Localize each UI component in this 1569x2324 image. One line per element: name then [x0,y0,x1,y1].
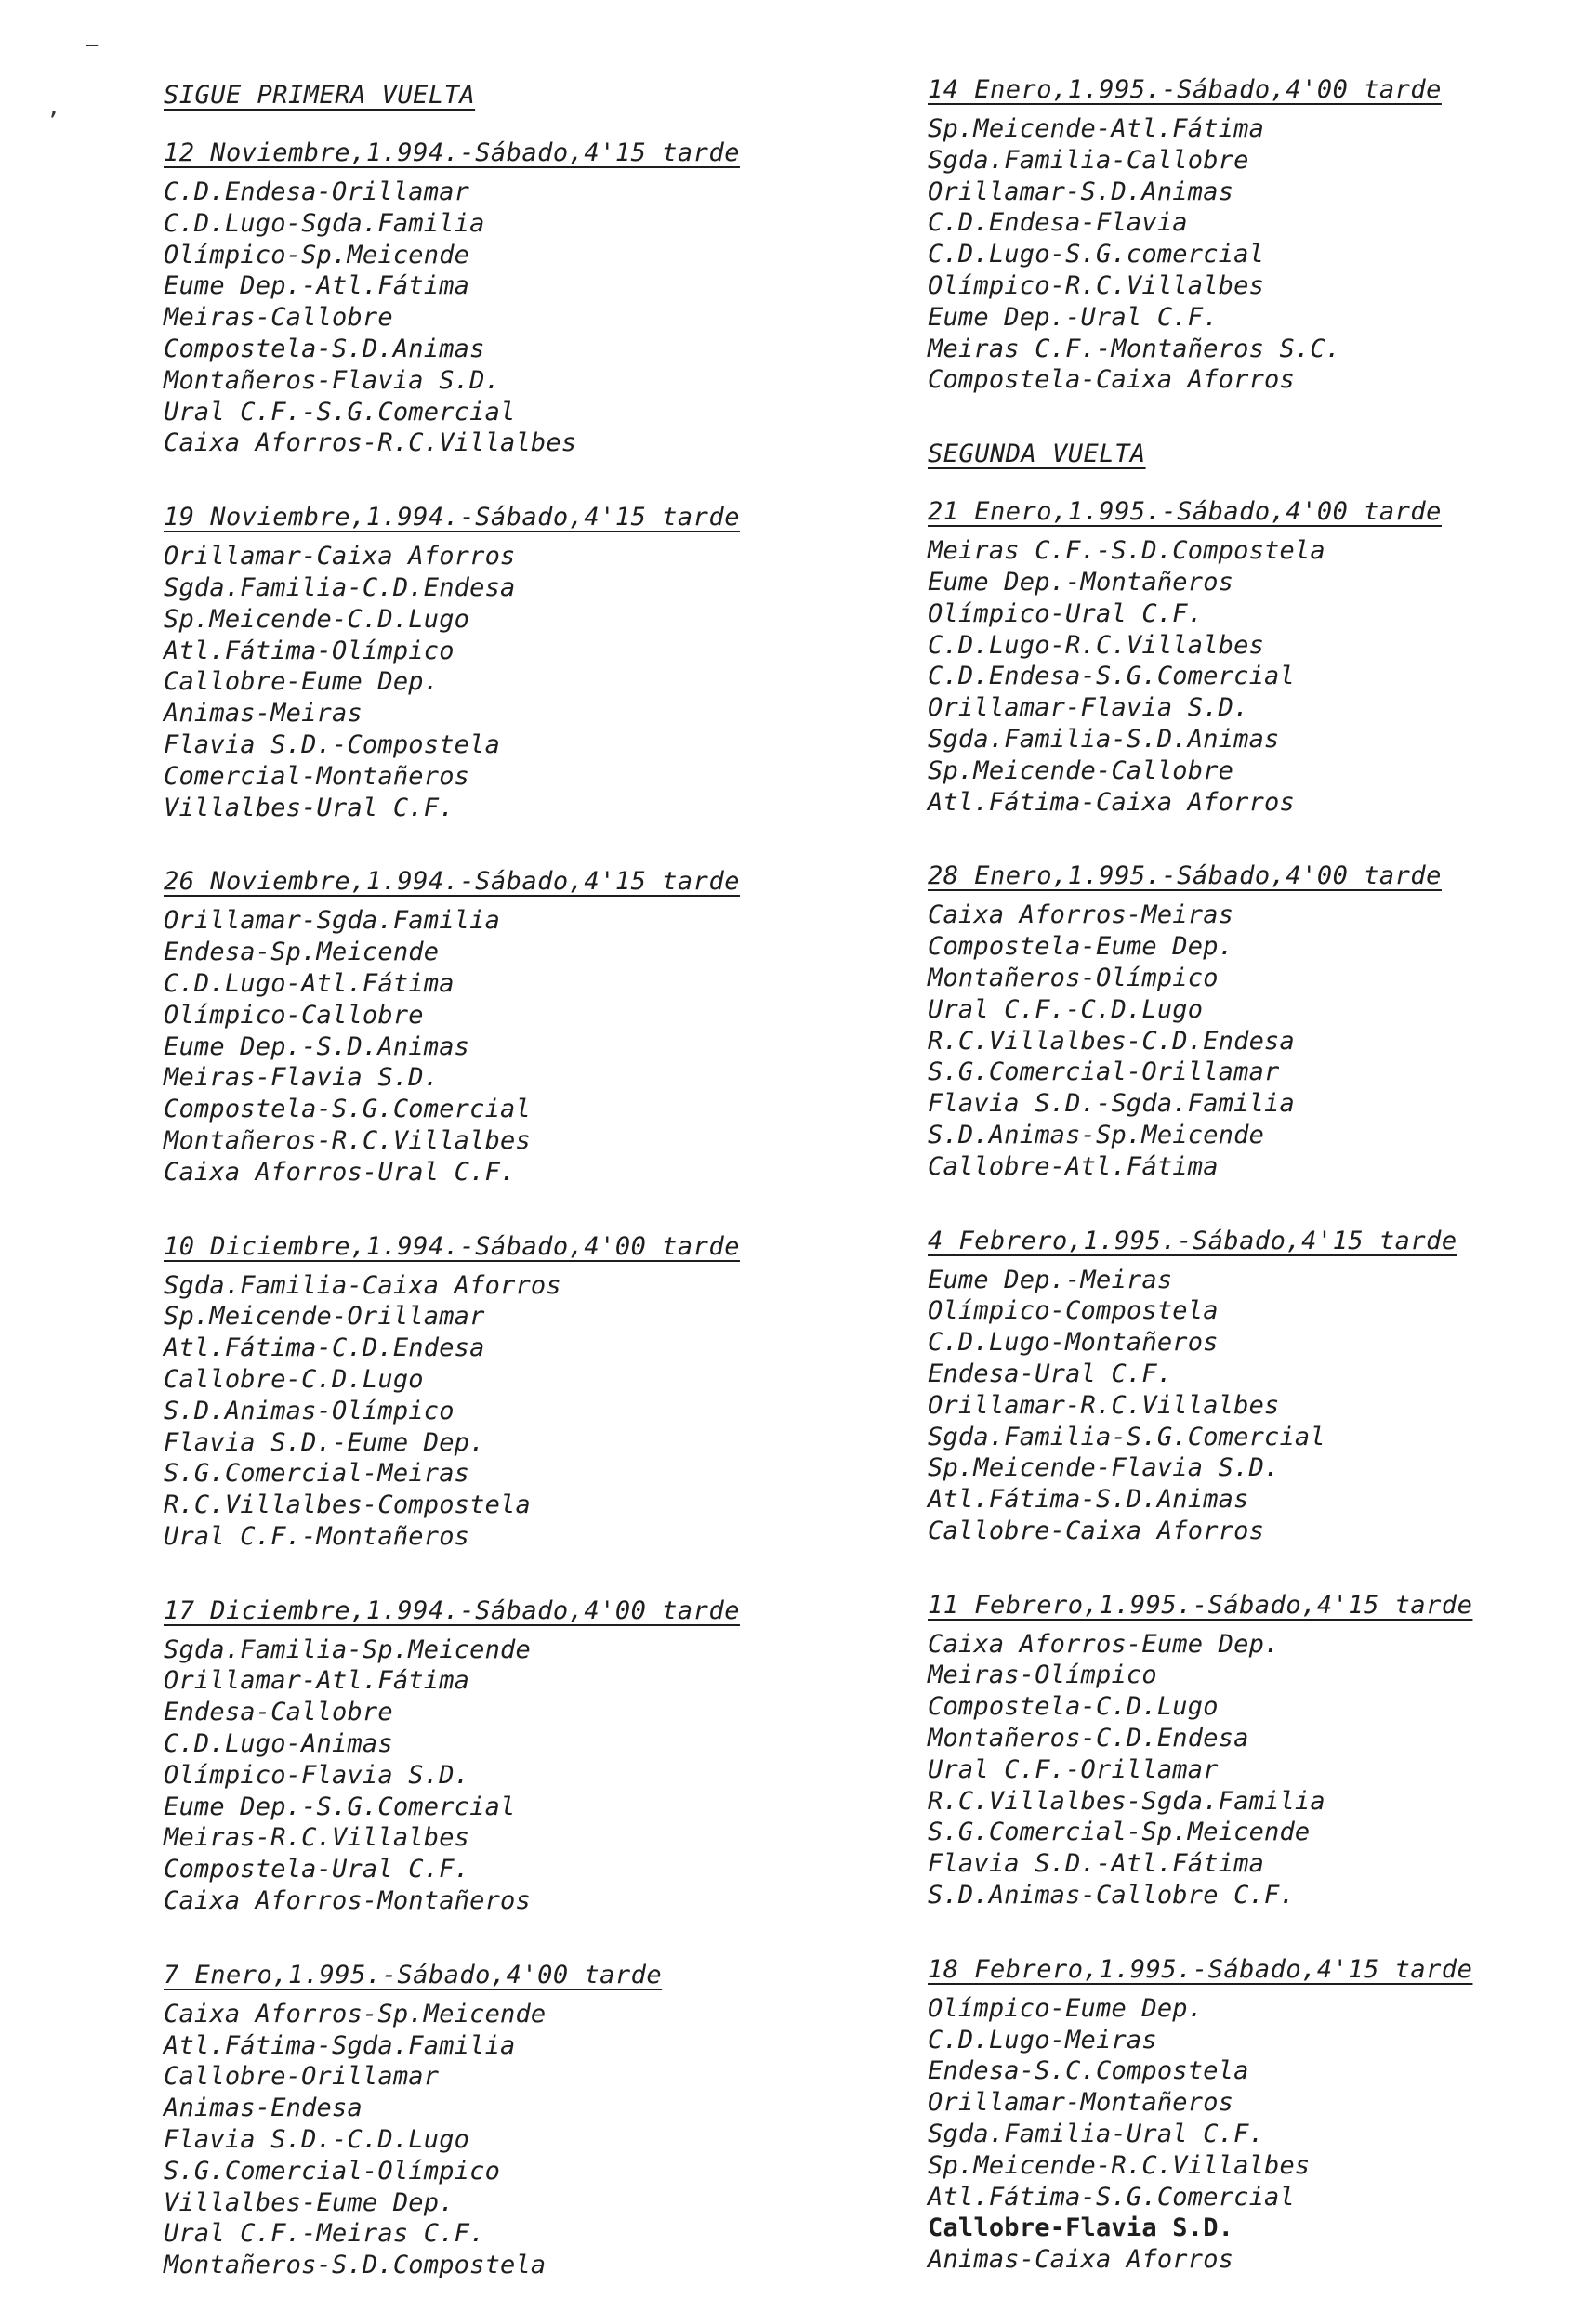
match-item: S.G.Comercial-Sp.Meicende [928,1818,1311,1847]
match-item: Ural C.F.-Orillamar [928,1754,1219,1784]
match-item: Animas-Endesa [164,2094,363,2123]
match-item: Callobre-Caixa Aforros [928,1516,1265,1545]
round-block [164,866,833,1188]
match-item: Caixa Aforros-Sp.Meicende [164,1999,547,2029]
round-date-heading: 19 Noviembre,1.994.-Sábado,4'15 tarde [164,503,740,532]
match-item: Flavia S.D.-Eume Dep. [164,1427,485,1457]
match-item: Atl.Fátima-Caixa Aforros [928,787,1295,817]
match-item: C.D.Lugo-Atl.Fátima [164,968,455,998]
match-item: C.D.Lugo-S.G.comercial [928,240,1265,269]
match-item: Atl.Fátima-Olímpico [164,636,455,665]
match-item: Animas-Caixa Aforros [928,2245,1234,2275]
round-block [928,860,1569,1182]
match-item: Endesa-Callobre [164,1698,393,1727]
match-item: Atl.Fátima-S.D.Animas [928,1485,1249,1515]
match-item: Atl.Fátima-C.D.Endesa [164,1333,485,1363]
match-item: Eume Dep.-Montañeros [928,567,1234,597]
match-item: Meiras-Flavia S.D. [164,1063,440,1093]
right-column [928,74,1569,2318]
match-item: Flavia S.D.-Atl.Fátima [928,1849,1265,1879]
match-item: Meiras-R.C.Villalbes [164,1823,470,1853]
match-item: Sgda.Familia-Callobre [928,145,1249,175]
section-label-segunda-vuelta: SEGUNDA VUELTA [928,440,1146,469]
left-column [164,80,833,2324]
match-item: Compostela-Eume Dep. [928,932,1234,962]
match-item: Compostela-C.D.Lugo [928,1692,1219,1722]
match-item: Atl.Fátima-Sgda.Familia [164,2030,516,2060]
match-item: S.D.Animas-Olímpico [164,1396,455,1425]
match-item: Callobre-Flavia S.D. [928,2213,1234,2243]
round-block [928,74,1569,396]
match-item: Caixa Aforros-Ural C.F. [164,1157,516,1187]
match-item: Sgda.Familia-Sp.Meicende [164,1635,531,1664]
match-item: Atl.Fátima-S.G.Comercial [928,2182,1295,2212]
match-item: Caixa Aforros-Meiras [928,900,1234,930]
match-item: Caixa Aforros-R.C.Villalbes [164,428,577,458]
round-block [164,1595,833,1917]
match-list [164,1999,833,2281]
round-date-heading: 11 Febrero,1.995.-Sábado,4'15 tarde [928,1590,1473,1620]
match-list [164,177,833,459]
match-item: Sp.Meicende-Flavia S.D. [928,1453,1280,1483]
match-item: C.D.Lugo-R.C.Villalbes [928,630,1265,660]
match-item: Sp.Meicende-Callobre [928,755,1234,785]
round-date-heading: 10 Diciembre,1.994.-Sábado,4'00 tarde [164,1231,740,1261]
match-list [928,1629,1569,1911]
round-block [928,1954,1569,2276]
match-list [164,541,833,823]
round-date-heading: 18 Febrero,1.995.-Sábado,4'15 tarde [928,1954,1473,1984]
match-item: Flavia S.D.-C.D.Lugo [164,2125,470,2155]
match-item: Compostela-S.D.Animas [164,334,485,363]
match-item: Sgda.Familia-Caixa Aforros [164,1270,561,1300]
match-item: Olímpico-Compostela [928,1296,1219,1326]
match-item: Montañeros-C.D.Endesa [928,1724,1249,1753]
match-item: Sp.Meicende-Orillamar [164,1302,485,1332]
match-item: Meiras C.F.-Montañeros S.C. [928,334,1341,363]
match-item: Compostela-S.G.Comercial [164,1095,531,1124]
match-item: Meiras C.F.-S.D.Compostela [928,536,1325,566]
match-item: S.D.Animas-Callobre C.F. [928,1881,1295,1910]
match-list [164,1270,833,1553]
match-item: Orillamar-Sgda.Familia [164,906,501,936]
match-item: Meiras-Olímpico [928,1661,1157,1690]
match-item: Sgda.Familia-S.G.Comercial [928,1422,1325,1451]
match-item: Sgda.Familia-S.D.Animas [928,724,1280,754]
section-label-primera-vuelta: SIGUE PRIMERA VUELTA [164,81,476,110]
match-list [928,1265,1569,1547]
scan-mark-dash: – [86,33,99,57]
match-item: Compostela-Ural C.F. [164,1855,470,1884]
match-item: Orillamar-S.D.Animas [928,177,1234,206]
match-list [164,1635,833,1917]
round-date-heading: 12 Noviembre,1.994.-Sábado,4'15 tarde [164,138,740,167]
round-date-heading: 7 Enero,1.995.-Sábado,4'00 tarde [164,1960,663,1989]
match-item: Orillamar-Montañeros [928,2088,1234,2118]
round-block [164,502,833,823]
match-item: Olímpico-Sp.Meicende [164,240,470,269]
match-item: Ural C.F.-S.G.Comercial [164,397,516,427]
match-item: Callobre-Atl.Fátima [928,1151,1219,1181]
round-date-heading: 14 Enero,1.995.-Sábado,4'00 tarde [928,75,1442,104]
match-item: Callobre-Orillamar [164,2062,440,2092]
match-item: Caixa Aforros-Eume Dep. [928,1629,1280,1659]
match-item: Olímpico-R.C.Villalbes [928,270,1265,300]
match-item: Sp.Meicende-R.C.Villalbes [928,2150,1311,2180]
match-item: Montañeros-Olímpico [928,963,1219,992]
match-item: Sp.Meicende-Atl.Fátima [928,114,1265,143]
match-item: Callobre-C.D.Lugo [164,1364,424,1394]
match-item: Eume Dep.-Meiras [928,1265,1173,1294]
match-item: Flavia S.D.-Compostela [164,729,501,759]
match-item: Flavia S.D.-Sgda.Familia [928,1089,1295,1119]
match-item: Eume Dep.-Ural C.F. [928,302,1219,332]
match-item: Ural C.F.-Meiras C.F. [164,2219,485,2249]
match-item: Sgda.Familia-C.D.Endesa [164,572,516,602]
round-date-heading: 26 Noviembre,1.994.-Sábado,4'15 tarde [164,867,740,897]
match-item: R.C.Villalbes-Sgda.Familia [928,1786,1325,1816]
round-block [164,1231,833,1553]
match-item: Compostela-Caixa Aforros [928,365,1295,395]
match-item: Sgda.Familia-Ural C.F. [928,2120,1265,2149]
match-item: Olímpico-Ural C.F. [928,598,1204,628]
match-item: Eume Dep.-Atl.Fátima [164,271,470,301]
match-list [928,535,1569,818]
round-block [164,138,833,459]
match-item: Eume Dep.-S.D.Animas [164,1031,470,1061]
match-item: Olímpico-Eume Dep. [928,1993,1204,2023]
match-item: Montañeros-S.D.Compostela [164,2251,547,2280]
match-item: C.D.Lugo-Meiras [928,2025,1157,2055]
round-date-heading: 28 Enero,1.995.-Sábado,4'00 tarde [928,861,1442,891]
match-item: Villalbes-Eume Dep. [164,2187,455,2217]
match-item: Montañeros-Flavia S.D. [164,365,501,395]
match-item: Orillamar-R.C.Villalbes [928,1390,1280,1420]
round-block [164,1960,833,2281]
match-item: R.C.Villalbes-C.D.Endesa [928,1026,1295,1056]
match-item: Sp.Meicende-C.D.Lugo [164,604,470,634]
match-item: Callobre-Eume Dep. [164,667,440,697]
match-item: Villalbes-Ural C.F. [164,793,455,822]
match-item: Eume Dep.-S.G.Comercial [164,1792,516,1821]
match-list [164,905,833,1188]
match-item: S.G.Comercial-Olímpico [164,2156,501,2186]
match-item: Ural C.F.-C.D.Lugo [928,994,1204,1024]
match-item: Orillamar-Flavia S.D. [928,693,1249,723]
round-date-heading: 4 Febrero,1.995.-Sábado,4'15 tarde [928,1226,1457,1255]
round-date-heading: 21 Enero,1.995.-Sábado,4'00 tarde [928,497,1442,527]
scan-mark-tick: , [46,93,61,121]
match-list [928,1993,1569,2276]
match-item: C.D.Endesa-Flavia [928,208,1188,238]
match-item: Comercial-Montañeros [164,761,470,791]
match-item: R.C.Villalbes-Compostela [164,1490,531,1520]
match-item: C.D.Endesa-S.G.Comercial [928,662,1295,691]
match-item: Endesa-Ural C.F. [928,1359,1173,1388]
match-list [928,899,1569,1182]
match-item: C.D.Endesa-Orillamar [164,177,470,206]
match-item: C.D.Lugo-Animas [164,1729,393,1759]
match-item: Ural C.F.-Montañeros [164,1521,470,1551]
match-item: Endesa-S.C.Compostela [928,2056,1249,2086]
match-item: C.D.Lugo-Montañeros [928,1328,1219,1358]
match-item: Endesa-Sp.Meicende [164,938,440,967]
match-item: Animas-Meiras [164,699,363,729]
round-block [928,1590,1569,1911]
match-item: Montañeros-R.C.Villalbes [164,1125,531,1155]
match-item: Caixa Aforros-Montañeros [164,1886,531,1916]
match-item: Orillamar-Caixa Aforros [164,542,516,571]
match-item: Meiras-Callobre [164,303,393,333]
match-item: C.D.Lugo-Sgda.Familia [164,208,485,238]
match-item: Olímpico-Callobre [164,1000,424,1030]
match-item: S.G.Comercial-Meiras [164,1459,470,1489]
match-list [928,113,1569,396]
match-item: Olímpico-Flavia S.D. [164,1760,470,1790]
match-item: Orillamar-Atl.Fátima [164,1666,470,1696]
round-block [928,1226,1569,1547]
match-item: S.D.Animas-Sp.Meicende [928,1120,1265,1149]
match-item: S.G.Comercial-Orillamar [928,1057,1280,1087]
round-date-heading: 17 Diciembre,1.994.-Sábado,4'00 tarde [164,1595,740,1625]
round-block [928,496,1569,818]
